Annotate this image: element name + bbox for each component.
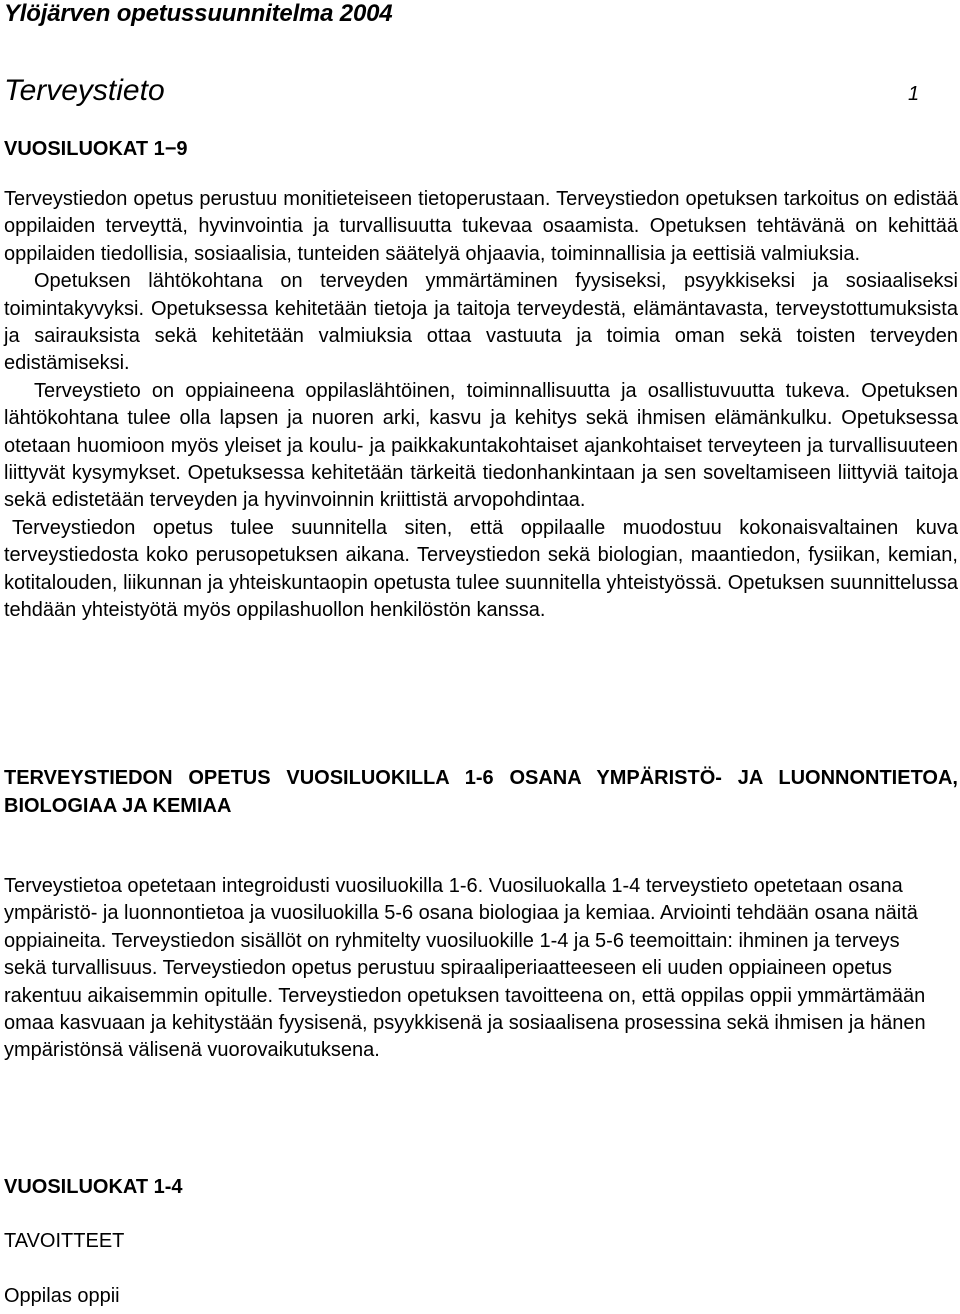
grades-1-4-heading: VUOSILUOKAT 1-4 [4, 1176, 183, 1198]
document-header: Ylöjärven opetussuunnitelma 2004 [4, 0, 393, 27]
intro-paragraph: Terveystieto on oppiaineena oppilaslähtöinen, toiminnallisuutta ja osallistuvuutta tukeva. Opetuksen lähtökohtana tulee olla lapsen ja nuoren arki, kasvu ja kehitys sekä ihmisen elämänkulku. Opetuksessa otetaan huomioon myös yleiset ja koulu- ja paikkakuntakohtaiset ajankohtaiset terveyteen ja turvallisuuteen liittyvät kysymykset. Opetuksessa kehitetään tärkeitä tiedonhankintaan ja sen soveltamiseen liittyviä taitoja sekä edistetään terveyden ja hyvinvoinnin kriittistä arvopohdintaa. [4, 379, 958, 512]
intro-paragraph: Opetuksen lähtökohtana on terveyden ymmärtäminen fyysiseksi, psyykkiseksi ja sosiaaliseksi toimintakyvyksi. Opetuksessa kehitetään tietoja ja taitoja terveydestä, elämäntavasta, terveystottumuksista ja sairauksista sekä kehitetään valmiuksia ottaa vastuuta ja toimia oman sekä toisten terveyden edistämiseksi. [4, 270, 958, 375]
section-heading: TERVEYSTIEDON OPETUS VUOSILUOKILLA 1-6 OSANA YMPÄRISTÖ- JA LUONNONTIETOA, BIOLOGIAA JA KEMIAA [4, 767, 958, 817]
goals-heading: TAVOITTEET [4, 1230, 125, 1252]
subject-title: Terveystieto [4, 74, 165, 107]
section-body [4, 873, 958, 1065]
section-paragraph: Terveystietoa opetetaan integroidusti vuosiluokilla 1-6. Vuosiluokalla 1-4 terveystieto opetetaan osana ympäristö- ja luonnontietoa ja vuosiluokilla 5-6 osana biologiaa ja kemiaa. Arviointi tehdään osana näitä oppiaineita. Terveystiedon sisällöt on ryhmitelty vuosiluokille 1-4 ja 5-6 teemoittain: ihminen ja terveys sekä turvallisuus. Terveystiedon opetus perustuu spiraaliperiaatteeseen eli uuden oppiaineen opetus rakentuu aikaisemmin opitulle. Terveystiedon opetuksen tavoitteena on, että oppilas oppii ymmärtämään omaa kasvuaan ja kehitystään fyysisenä, psyykkisenä ja sosiaalisena prosessina sekä ihmisen ja hänen ympäristönsä välisenä vuorovaikutuksena. [4, 875, 926, 1062]
intro-paragraph: Terveystiedon opetus tulee suunnitella siten, että oppilaalle muodostuu kokonaisvaltainen kuva terveystiedosta koko perusopetuksen aikana. Terveystiedon sekä biologian, maantiedon, fysiikan, kemian, kotitalouden, liikunnan ja yhteiskuntaopin opetusta tulee suunnitella yhteistyössä. Opetuksen suunnittelussa tehdään yhteistyötä myös oppilashuollon henkilöstön kanssa. [4, 516, 958, 622]
page-number: 1 [908, 83, 920, 105]
intro-paragraph: Terveystiedon opetus perustuu monitieteiseen tietoperustaan. Terveystiedon opetuksen tarkoitus on edistää oppilaiden terveyttä, hyvinvointia ja turvallisuutta tukevaa osaamista. Opetuksen tehtävänä on kehittää oppilaiden tiedollisia, sosiaalisia, tunteiden säätelyä ohjaavia, toiminnallisia ja eettisiä valmiuksia. [4, 188, 958, 265]
grades-heading: VUOSILUOKAT 1−9 [4, 138, 188, 160]
title-row [4, 74, 958, 110]
student-learns-label: Oppilas oppii [4, 1285, 120, 1307]
intro-text [4, 186, 958, 625]
